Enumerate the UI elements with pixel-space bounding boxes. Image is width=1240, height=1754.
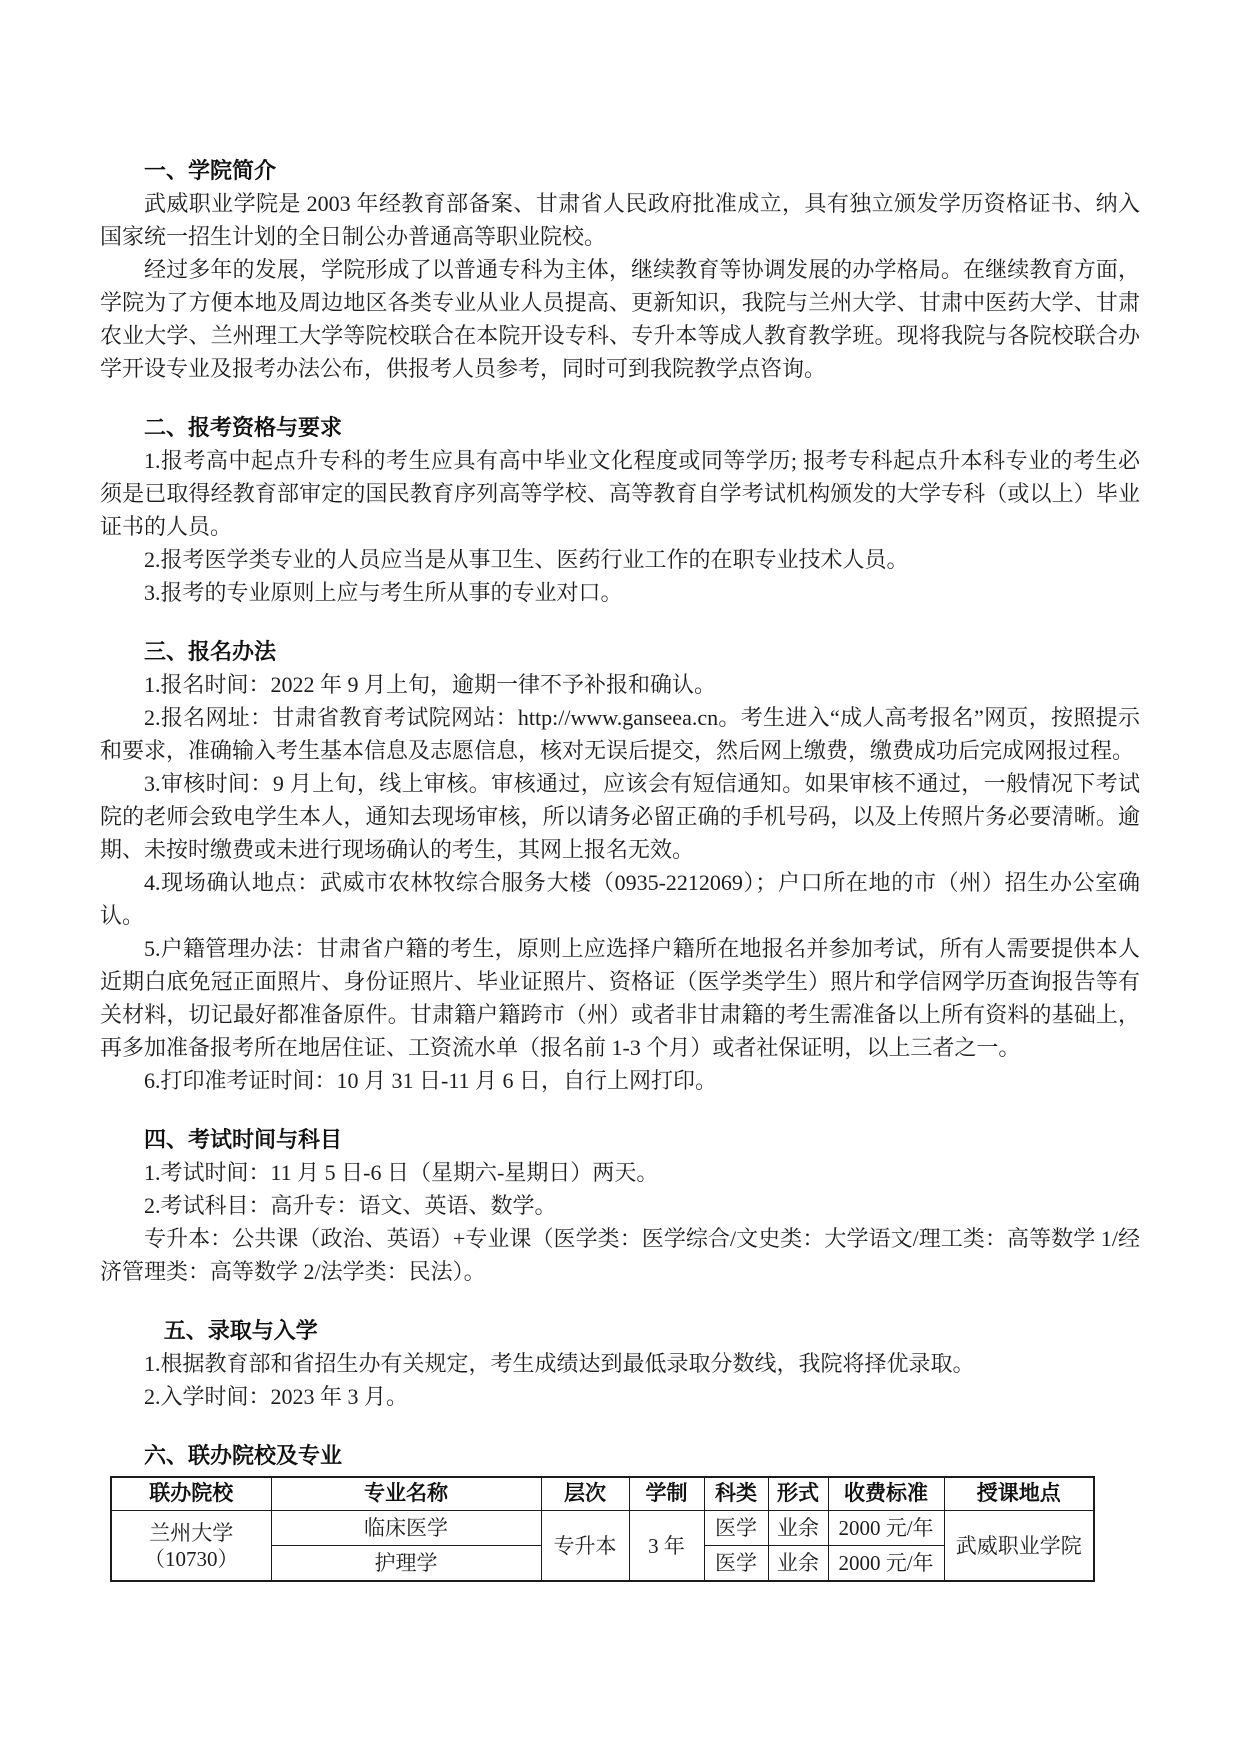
section-heading: 六、联办院校及专业 xyxy=(144,1443,343,1468)
category-cell: 医学 xyxy=(704,1546,768,1582)
paragraph: 1.考试时间：11 月 5 日-6 日（星期六-星期日）两天。 xyxy=(144,1160,659,1185)
major-cell: 临床医学 xyxy=(271,1511,541,1546)
section-registration xyxy=(100,635,1140,1097)
paragraph: 武威职业学院是 2003 年经教育部备案、甘肃省人民政府批准成立，具有独立颁发学历资格证书、纳入国家统一招生计划的全日制公办普通高等职业院校。 xyxy=(100,191,1140,249)
paragraph: 2.报考医学类专业的人员应当是从事卫生、医药行业工作的在职专业技术人员。 xyxy=(144,547,909,572)
paragraph: 5.户籍管理办法：甘肃省户籍的考生，原则上应选择户籍所在地报名并参加考试，所有人需要提供本人近期白底免冠正面照片、身份证照片、毕业证照片、资格证（医学类学生）照片和学信网学历查询报告等有关材料，切记最好都准备原件。甘肃籍户籍跨市（州）或者非甘肃籍的考生需准备以上所有资料的基础上，再多加准备报考所在地居住证、工资流水单（报名前 1-3 个月）或者社保证明，以上三者之一。 xyxy=(100,936,1140,1060)
table-header-row xyxy=(111,1477,1094,1511)
section-eligibility xyxy=(100,411,1140,609)
section-heading: 三、报名办法 xyxy=(144,639,277,664)
paragraph: 1.根据教育部和省招生办有关规定，考生成绩达到最低录取分数线，我院将择优录取。 xyxy=(144,1351,975,1376)
fee-cell: 2000 元/年 xyxy=(828,1546,944,1582)
major-cell: 护理学 xyxy=(271,1546,541,1582)
column-header-level: 层次 xyxy=(541,1477,629,1511)
table-row xyxy=(111,1511,1094,1546)
location-cell: 武威职业学院 xyxy=(944,1511,1094,1582)
section-college-intro xyxy=(100,154,1140,385)
column-header-fee: 收费标准 xyxy=(828,1477,944,1511)
school-code: （10730） xyxy=(144,1546,239,1571)
paragraph: 2.考试科目：高升专：语文、英语、数学。 xyxy=(144,1193,557,1218)
form-cell: 业余 xyxy=(768,1511,828,1546)
column-header-category: 科类 xyxy=(704,1477,768,1511)
paragraph: 6.打印准考证时间：10 月 31 日-11 月 6 日，自行上网打印。 xyxy=(144,1068,718,1093)
form-cell: 业余 xyxy=(768,1546,828,1582)
paragraph: 2.入学时间：2023 年 3 月。 xyxy=(144,1384,409,1409)
paragraph: 3.审核时间：9 月上旬，线上审核。审核通过，应该会有短信通知。如果审核不通过，一般情况下考试院的老师会致电学生本人，通知去现场审核，所以请务必留正确的手机号码，以及上传照片务必要清晰。逾期、未按时缴费或未进行现场确认的考生，其网上报名无效。 xyxy=(100,771,1140,862)
fee-cell: 2000 元/年 xyxy=(828,1511,944,1546)
section-admission xyxy=(100,1314,1140,1413)
column-header-form: 形式 xyxy=(768,1477,828,1511)
partner-programs-table xyxy=(110,1476,1095,1582)
paragraph: 1.报名时间：2022 年 9 月上旬，逾期一律不予补报和确认。 xyxy=(144,672,717,697)
paragraph: 2.报名网址：甘肃省教育考试院网站：http://www.ganseea.cn。考生进入“成人高考报名”网页，按照提示和要求，准确输入考生基本信息及志愿信息，核对无误后提交，然后网上缴费，缴费成功后完成网报过程。 xyxy=(100,705,1140,763)
section-partner-programs xyxy=(100,1439,1140,1582)
section-heading: 四、考试时间与科目 xyxy=(144,1127,343,1152)
section-heading: 五、录取与入学 xyxy=(163,1318,318,1343)
column-header-school: 联办院校 xyxy=(111,1477,271,1511)
paragraph: 1.报考高中起点升专科的考生应具有高中毕业文化程度或同等学历; 报考专科起点升本科专业的考生必须是已取得经教育部审定的国民教育序列高等学校、高等教育自学考试机构颁发的大学专科（或以上）毕业证书的人员。 xyxy=(100,448,1140,539)
duration-cell: 3 年 xyxy=(629,1511,704,1582)
paragraph: 经过多年的发展，学院形成了以普通专科为主体，继续教育等协调发展的办学格局。在继续教育方面，学院为了方便本地及周边地区各类专业从业人员提高、更新知识，我院与兰州大学、甘肃中医药大学、甘肃农业大学、兰州理工大学等院校联合在本院开设专科、专升本等成人教育教学班。现将我院与各院校联合办学开设专业及报考办法公布，供报考人员参考，同时可到我院教学点咨询。 xyxy=(100,257,1140,381)
section-exam-schedule xyxy=(100,1123,1140,1288)
paragraph: 专升本：公共课（政治、英语）+专业课（医学类：医学综合/文史类：大学语文/理工类：高等数学 1/经济管理类：高等数学 2/法学类：民法）。 xyxy=(100,1226,1140,1284)
level-cell: 专升本 xyxy=(541,1511,629,1582)
column-header-major: 专业名称 xyxy=(271,1477,541,1511)
section-heading: 二、报考资格与要求 xyxy=(144,415,343,440)
column-header-location: 授课地点 xyxy=(944,1477,1094,1511)
school-cell xyxy=(111,1511,271,1582)
paragraph: 3.报考的专业原则上应与考生所从事的专业对口。 xyxy=(144,580,623,605)
paragraph: 4.现场确认地点：武威市农林牧综合服务大楼（0935-2212069）；户口所在地的市（州）招生办公室确认。 xyxy=(100,870,1140,928)
section-heading: 一、学院简介 xyxy=(144,158,277,183)
school-name: 兰州大学 xyxy=(149,1520,234,1545)
category-cell: 医学 xyxy=(704,1511,768,1546)
column-header-duration: 学制 xyxy=(629,1477,704,1511)
